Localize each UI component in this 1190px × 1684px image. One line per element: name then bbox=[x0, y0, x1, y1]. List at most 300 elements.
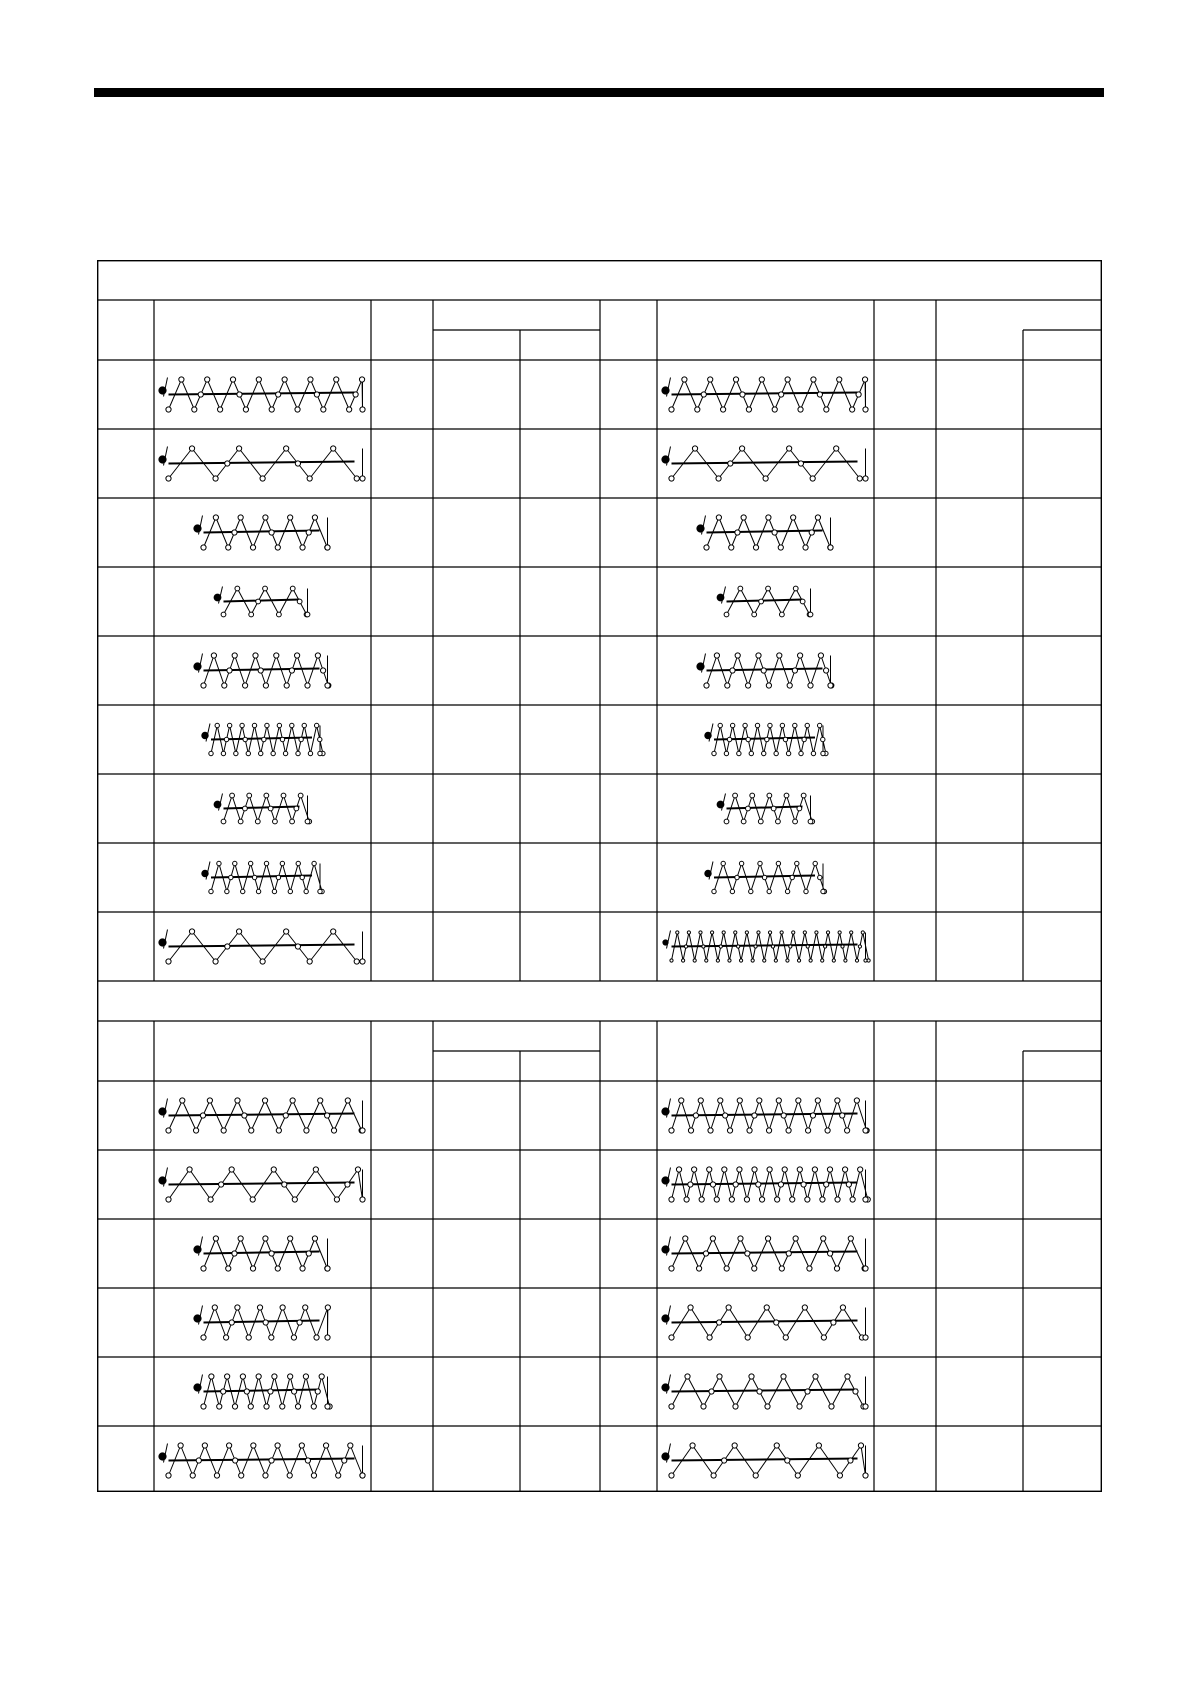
needle-point bbox=[250, 1197, 255, 1202]
needle-point bbox=[854, 1098, 859, 1103]
needle-point bbox=[793, 1236, 798, 1241]
needle-point bbox=[255, 819, 260, 824]
stitch-pattern-left bbox=[194, 1236, 330, 1271]
needle-point bbox=[808, 612, 813, 617]
needle-point bbox=[180, 1098, 185, 1103]
needle-point bbox=[238, 1236, 243, 1241]
needle-point bbox=[757, 1098, 762, 1103]
needle-point bbox=[359, 377, 364, 382]
stitch-pattern-right bbox=[662, 1443, 868, 1478]
stitch-segment bbox=[273, 726, 279, 754]
needle-point bbox=[260, 476, 265, 481]
needle-point bbox=[766, 683, 771, 688]
needle-point bbox=[845, 1374, 850, 1379]
needle-point bbox=[813, 861, 817, 865]
needle-point bbox=[774, 1320, 779, 1325]
needle-point bbox=[360, 407, 365, 412]
needle-point bbox=[209, 1374, 214, 1379]
needle-point bbox=[766, 515, 771, 520]
needle-point bbox=[280, 861, 284, 865]
needle-point bbox=[825, 1128, 830, 1133]
needle-point bbox=[688, 1305, 693, 1310]
needle-point bbox=[238, 515, 243, 520]
needle-point bbox=[829, 1404, 834, 1409]
needle-point bbox=[863, 476, 868, 481]
needle-point bbox=[850, 407, 855, 412]
needle-point bbox=[692, 446, 697, 451]
needle-point bbox=[217, 1404, 222, 1409]
needle-point bbox=[721, 861, 725, 865]
stitch-segment bbox=[284, 796, 293, 822]
needle-point bbox=[272, 889, 276, 893]
needle-point bbox=[669, 1404, 674, 1409]
needle-point bbox=[767, 1167, 772, 1172]
stitch-base-line bbox=[169, 945, 355, 947]
needle-point bbox=[737, 1167, 742, 1172]
needle-point bbox=[856, 392, 861, 397]
needle-point bbox=[214, 1473, 219, 1478]
needle-point bbox=[283, 751, 287, 755]
needle-point bbox=[201, 683, 206, 688]
needle-point bbox=[305, 819, 310, 824]
stitch-pattern-right bbox=[663, 931, 870, 963]
needle-point bbox=[726, 1305, 731, 1310]
needle-point bbox=[698, 1098, 703, 1103]
needle-point bbox=[800, 599, 805, 604]
needle-point bbox=[765, 1236, 770, 1241]
stitch-segment bbox=[816, 933, 822, 961]
needle-point bbox=[229, 1167, 234, 1172]
stitch-segment bbox=[348, 1101, 362, 1131]
needle-point bbox=[670, 959, 673, 962]
needle-point bbox=[676, 1167, 681, 1172]
stitch-pattern-left bbox=[159, 929, 365, 964]
stitch-segment bbox=[778, 864, 787, 892]
needle-point bbox=[757, 931, 760, 934]
stitch-segment bbox=[275, 796, 284, 822]
needle-point bbox=[798, 407, 803, 412]
needle-point bbox=[793, 819, 798, 824]
needle-point bbox=[250, 1266, 255, 1271]
needle-point bbox=[813, 1374, 818, 1379]
stitch-segment bbox=[306, 1101, 320, 1131]
needle-point bbox=[282, 377, 287, 382]
stitch-segment bbox=[845, 933, 851, 961]
needle-point bbox=[314, 392, 319, 397]
needle-point bbox=[284, 929, 289, 934]
needle-point bbox=[225, 889, 229, 893]
needle-point bbox=[722, 1167, 727, 1172]
needle-point bbox=[226, 1266, 231, 1271]
needle-point bbox=[263, 683, 268, 688]
needle-point bbox=[768, 723, 772, 727]
stitch-pattern-left bbox=[214, 793, 312, 824]
stitch-segment bbox=[860, 1170, 868, 1200]
needle-point bbox=[858, 945, 861, 948]
needle-point bbox=[704, 545, 709, 550]
needle-point bbox=[808, 683, 813, 688]
stitch-pattern-left bbox=[159, 446, 365, 481]
stitch-segment bbox=[779, 656, 789, 686]
stitch-segment bbox=[322, 1377, 330, 1407]
needle-point bbox=[243, 407, 248, 412]
needle-point bbox=[280, 737, 284, 741]
needle-point bbox=[284, 446, 289, 451]
needle-point bbox=[864, 959, 867, 962]
needle-point bbox=[693, 1113, 698, 1118]
needle-point bbox=[193, 1128, 198, 1133]
needle-point bbox=[308, 377, 313, 382]
needle-point bbox=[815, 515, 820, 520]
needle-point bbox=[762, 751, 766, 755]
stitch-base-line bbox=[672, 393, 858, 395]
needle-point bbox=[780, 723, 784, 727]
needle-point bbox=[166, 1197, 171, 1202]
needle-point bbox=[166, 407, 171, 412]
needle-point bbox=[190, 1473, 195, 1478]
needle-point bbox=[750, 793, 755, 798]
stitch-segment bbox=[828, 933, 834, 961]
stitch-segment bbox=[290, 1239, 302, 1269]
stitch-segment bbox=[818, 518, 830, 548]
needle-point bbox=[249, 1128, 254, 1133]
needle-point bbox=[221, 1128, 226, 1133]
needle-point bbox=[809, 959, 812, 962]
stitch-segment bbox=[297, 656, 307, 686]
needle-point bbox=[778, 1182, 783, 1187]
needle-point bbox=[842, 1167, 847, 1172]
needle-point bbox=[232, 1251, 237, 1256]
needle-point bbox=[250, 545, 255, 550]
stitch-segment bbox=[278, 1239, 290, 1269]
needle-point bbox=[273, 819, 278, 824]
needle-point bbox=[756, 1182, 761, 1187]
needle-point bbox=[334, 377, 339, 382]
needle-point bbox=[699, 1197, 704, 1202]
needle-point bbox=[727, 1128, 732, 1133]
needle-point bbox=[213, 515, 218, 520]
needle-point bbox=[785, 1458, 790, 1463]
needle-point bbox=[232, 1404, 237, 1409]
needle-point bbox=[707, 1167, 712, 1172]
needle-point bbox=[790, 875, 794, 879]
needle-point bbox=[314, 723, 318, 727]
needle-point bbox=[733, 377, 738, 382]
stitch-segment bbox=[285, 380, 298, 410]
stitch-segment bbox=[843, 1308, 862, 1338]
needle-point bbox=[682, 377, 687, 382]
needle-point bbox=[325, 1305, 330, 1310]
needle-point bbox=[709, 1389, 714, 1394]
needle-point bbox=[745, 1251, 750, 1256]
needle-point bbox=[763, 959, 766, 962]
needle-point bbox=[828, 1251, 833, 1256]
needle-point bbox=[308, 751, 312, 755]
needle-point bbox=[776, 861, 780, 865]
needle-point bbox=[312, 515, 317, 520]
needle-point bbox=[745, 1335, 750, 1340]
needle-point bbox=[695, 407, 700, 412]
stitch-segment bbox=[778, 796, 787, 822]
needle-point bbox=[249, 612, 254, 617]
needle-point bbox=[268, 1389, 273, 1394]
needle-point bbox=[325, 1335, 330, 1340]
needle-point bbox=[759, 599, 764, 604]
needle-point bbox=[772, 407, 777, 412]
needle-point bbox=[331, 929, 336, 934]
stitch-base-line bbox=[224, 600, 300, 602]
needle-point bbox=[787, 683, 792, 688]
needle-point bbox=[303, 1374, 308, 1379]
stitch-segment bbox=[796, 1239, 810, 1269]
stitch-segment bbox=[819, 1446, 840, 1476]
needle-point bbox=[269, 407, 274, 412]
needle-point bbox=[824, 1182, 829, 1187]
needle-point bbox=[739, 861, 743, 865]
needle-point bbox=[235, 586, 240, 591]
needle-point bbox=[360, 1197, 365, 1202]
needle-point bbox=[264, 1404, 269, 1409]
needle-point bbox=[221, 612, 226, 617]
needle-point bbox=[345, 1182, 350, 1187]
needle-point bbox=[263, 1473, 268, 1478]
needle-point bbox=[269, 1458, 274, 1463]
needle-point bbox=[288, 515, 293, 520]
stitch-segment bbox=[263, 932, 287, 962]
needle-point bbox=[263, 586, 268, 591]
needle-point bbox=[821, 1236, 826, 1241]
needle-point bbox=[792, 668, 797, 673]
needle-point bbox=[764, 1305, 769, 1310]
needle-point bbox=[305, 1458, 310, 1463]
stitch-segment bbox=[789, 726, 795, 754]
needle-point bbox=[345, 1098, 350, 1103]
needle-point bbox=[753, 545, 758, 550]
needle-point bbox=[200, 1113, 205, 1118]
stitch-segment bbox=[265, 589, 279, 615]
stitch-segment bbox=[781, 518, 793, 548]
needle-point bbox=[717, 1374, 722, 1379]
stitch-segment bbox=[815, 1170, 823, 1200]
needle-point bbox=[816, 1443, 821, 1448]
needle-point bbox=[229, 875, 233, 879]
needle-point bbox=[690, 1443, 695, 1448]
stitch-segment bbox=[853, 1170, 861, 1200]
needle-point bbox=[215, 723, 219, 727]
stitch-pattern-left bbox=[159, 1167, 365, 1202]
stitch-patterns bbox=[159, 377, 870, 1478]
needle-point bbox=[318, 737, 322, 741]
stitch-segment bbox=[295, 1170, 316, 1200]
needle-point bbox=[733, 1404, 738, 1409]
stitch-segment bbox=[784, 1377, 800, 1407]
needle-point bbox=[804, 889, 808, 893]
needle-point bbox=[295, 461, 300, 466]
needle-point bbox=[752, 1266, 757, 1271]
stitch-segment bbox=[813, 449, 837, 479]
needle-point bbox=[863, 1404, 868, 1409]
needle-point bbox=[280, 1404, 285, 1409]
needle-point bbox=[187, 1167, 192, 1172]
stitch-segment bbox=[766, 449, 790, 479]
needle-point bbox=[201, 1404, 206, 1409]
needle-point bbox=[271, 751, 275, 755]
stitch-segment bbox=[839, 380, 852, 410]
stitch-pattern-left bbox=[194, 1305, 331, 1340]
needle-point bbox=[699, 931, 702, 934]
stitch-segment bbox=[298, 1377, 306, 1407]
needle-point bbox=[821, 751, 825, 755]
stitch-segment bbox=[769, 864, 778, 892]
needle-point bbox=[295, 407, 300, 412]
needle-point bbox=[311, 1473, 316, 1478]
needle-point bbox=[716, 476, 721, 481]
needle-point bbox=[735, 530, 740, 535]
stitch-segment bbox=[315, 518, 327, 548]
needle-point bbox=[729, 1197, 734, 1202]
needle-point bbox=[818, 875, 822, 879]
stitch-segment bbox=[317, 1308, 328, 1338]
top-rule bbox=[94, 88, 1104, 97]
needle-point bbox=[855, 959, 858, 962]
needle-point bbox=[863, 1197, 868, 1202]
stitch-segment bbox=[326, 1446, 338, 1476]
stitch-segment bbox=[278, 1446, 290, 1476]
needle-point bbox=[306, 530, 311, 535]
stitch-segment bbox=[768, 1377, 784, 1407]
needle-point bbox=[737, 751, 741, 755]
needle-point bbox=[752, 1113, 757, 1118]
needle-point bbox=[786, 1128, 791, 1133]
needle-point bbox=[730, 723, 734, 727]
needle-point bbox=[235, 1305, 240, 1310]
needle-point bbox=[256, 377, 261, 382]
needle-point bbox=[767, 793, 772, 798]
needle-point bbox=[240, 1374, 245, 1379]
needle-point bbox=[260, 959, 265, 964]
stitch-segment bbox=[310, 932, 334, 962]
needle-point bbox=[683, 1236, 688, 1241]
needle-point bbox=[772, 530, 777, 535]
needle-point bbox=[243, 806, 248, 811]
needle-point bbox=[786, 959, 789, 962]
needle-point bbox=[276, 392, 281, 397]
needle-point bbox=[693, 959, 696, 962]
needle-point bbox=[824, 945, 827, 948]
stitch-base-line bbox=[672, 1390, 858, 1392]
needle-point bbox=[746, 737, 750, 741]
needle-point bbox=[763, 476, 768, 481]
needle-point bbox=[774, 1443, 779, 1448]
needle-point bbox=[247, 793, 252, 798]
needle-point bbox=[314, 1335, 319, 1340]
needle-point bbox=[274, 653, 279, 658]
needle-point bbox=[246, 1335, 251, 1340]
stitch-segment bbox=[306, 864, 314, 892]
stitch-segment bbox=[276, 656, 286, 686]
stitch-segment bbox=[809, 1239, 823, 1269]
stitch-pattern-left bbox=[194, 653, 331, 688]
needle-point bbox=[722, 1458, 727, 1463]
needle-point bbox=[354, 959, 359, 964]
needle-point bbox=[701, 392, 706, 397]
stitch-segment bbox=[290, 1446, 302, 1476]
needle-point bbox=[312, 861, 316, 865]
needle-point bbox=[201, 545, 206, 550]
stitch-segment bbox=[310, 726, 316, 754]
needle-point bbox=[812, 1167, 817, 1172]
needle-point bbox=[717, 1320, 722, 1325]
needle-point bbox=[832, 959, 835, 962]
needle-point bbox=[759, 377, 764, 382]
needle-point bbox=[858, 1167, 863, 1172]
needle-point bbox=[745, 931, 748, 934]
needle-point bbox=[321, 668, 326, 673]
needle-point bbox=[863, 1266, 868, 1271]
stitch-segment bbox=[333, 932, 357, 962]
needle-point bbox=[844, 959, 847, 962]
needle-point bbox=[721, 407, 726, 412]
stitch-base-line bbox=[727, 600, 803, 602]
needle-point bbox=[835, 1098, 840, 1103]
needle-point bbox=[253, 653, 258, 658]
needle-point bbox=[248, 1404, 253, 1409]
stitch-pattern-right bbox=[717, 793, 815, 824]
stitch-segment bbox=[770, 1170, 778, 1200]
needle-point bbox=[840, 1113, 845, 1118]
needle-point bbox=[793, 723, 797, 727]
needle-point bbox=[669, 1473, 674, 1478]
needle-point bbox=[853, 1389, 858, 1394]
needle-point bbox=[263, 515, 268, 520]
needle-point bbox=[718, 723, 722, 727]
needle-point bbox=[815, 1098, 820, 1103]
needle-point bbox=[752, 612, 757, 617]
needle-point bbox=[331, 446, 336, 451]
needle-point bbox=[743, 723, 747, 727]
needle-point bbox=[218, 407, 223, 412]
needle-point bbox=[319, 1374, 324, 1379]
needle-point bbox=[779, 1266, 784, 1271]
needle-point bbox=[783, 1335, 788, 1340]
needle-point bbox=[325, 545, 330, 550]
needle-point bbox=[306, 1251, 311, 1256]
needle-point bbox=[288, 1236, 293, 1241]
needle-point bbox=[704, 683, 709, 688]
needle-point bbox=[708, 1128, 713, 1133]
needle-point bbox=[771, 806, 776, 811]
needle-point bbox=[323, 1443, 328, 1448]
needle-point bbox=[789, 945, 792, 948]
needle-point bbox=[251, 1443, 256, 1448]
needle-point bbox=[797, 1404, 802, 1409]
stitch-segment bbox=[770, 726, 776, 754]
needle-point bbox=[224, 1335, 229, 1340]
needle-point bbox=[300, 1266, 305, 1271]
needle-point bbox=[749, 889, 753, 893]
needle-point bbox=[684, 945, 687, 948]
stitch-segment bbox=[807, 726, 813, 754]
needle-point bbox=[863, 407, 868, 412]
needle-point bbox=[305, 683, 310, 688]
needle-point bbox=[269, 1335, 274, 1340]
needle-point bbox=[235, 1098, 240, 1103]
needle-point bbox=[226, 545, 231, 550]
needle-point bbox=[292, 1389, 297, 1394]
needle-point bbox=[258, 668, 263, 673]
needle-point bbox=[280, 1305, 285, 1310]
stitch-segment bbox=[798, 1101, 808, 1131]
